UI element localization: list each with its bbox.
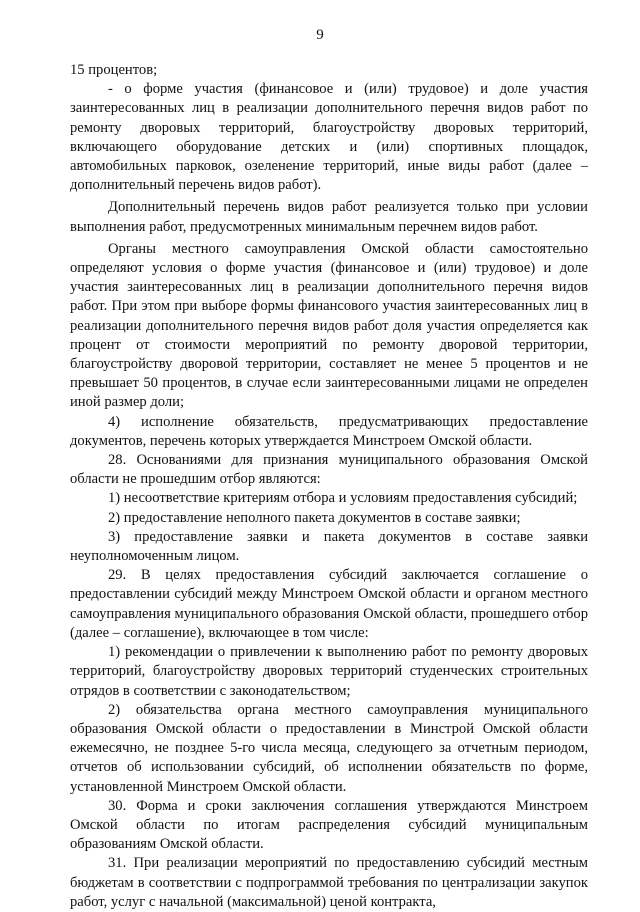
paragraph-local-authorities: Органы местного самоуправления Омской области самостоятельно определяют условия о форме участия (финансовое и (или) трудовое) и доле участия заинтересованных лиц в реализации дополнительного перечня видов работ. При этом при выборе формы финансового участия заинтересованных лиц в реализации дополнительного перечня видов работ доля участия определяется как процент от стоимости мероприятий по ремонту дворовой территории, благоустройству дворовой территории, составляет не менее 5 процентов и не превышает 50 процентов, в случае если заинтересованными лицами не определен иной размер доли; [70, 240, 588, 411]
paragraph-section-30: 30. Форма и сроки заключения соглашения утверждаются Минстроем Омской области по итогам распределения субсидий муниципальным образованиям Омской области. [70, 797, 588, 853]
paragraph-29-item-2: 2) обязательства органа местного самоуправления муниципального образования Омской области о предоставлении в Минстрой Омской области ежемесячно, не позднее 5-го числа месяца, следующего за отчетным периодом, отчетов об использовании субсидий, об исполнении обязательств по форме, установленной Минстроем Омской области. [70, 701, 588, 795]
paragraph-28-item-2: 2) предоставление неполного пакета документов в составе заявки; [108, 509, 521, 526]
paragraph-section-29: 29. В целях предоставления субсидий заключается соглашение о предоставлении субсидий между Минстроем Омской области и органом местного самоуправления муниципального образования Омской области, прошедшего отбор (далее – соглашение), включающее в том числе: [70, 567, 588, 641]
page-number: 9 [316, 27, 324, 43]
paragraph-item-4-obligations: 4) исполнение обязательств, предусматривающих предоставление документов, перечень которых утверждается Минстроем Омской области. [70, 413, 588, 449]
document-body [70, 61, 588, 912]
paragraph-additional-list: Дополнительный перечень видов работ реализуется только при условии выполнения работ, предусмотренных минимальным перечнем видов работ. [70, 199, 588, 235]
paragraph-28-item-1: 1) несоответствие критериям отбора и условиям предоставления субсидий; [108, 490, 578, 507]
paragraph-28-item-3: 3) предоставление заявки и пакета документов в составе заявки неуполномоченным лицом. [70, 528, 588, 565]
paragraph-participation-form: - о форме участия (финансовое и (или) трудовое) и доле участия заинтересованных лиц в реализации дополнительного перечня видов работ по ремонту дворовых территорий, благоустройству дворовых территорий, включающего оборудование детских и (или) спортивных площадок, автомобильных парковок, озеленение территорий, иные виды работ (далее – дополнительный перечень видов работ). [70, 81, 588, 194]
paragraph-section-28: 28. Основаниями для признания муниципального образования Омской области не прошедшим отбор являются: [70, 452, 588, 488]
paragraph-percent-tail: 15 процентов; [70, 62, 158, 78]
paragraph-section-31: 31. При реализации мероприятий по предоставлению субсидий местным бюджетам в соответствии с подпрограммой требования по централизации закупок работ, услуг с начальной (максимальной) ценой контракта, [70, 855, 588, 910]
paragraph-29-item-1: 1) рекомендации о привлечении к выполнению работ по ремонту дворовых территорий, благоустройству дворовых территорий студенческих строительных отрядов в соответствии с законодательством; [70, 644, 588, 699]
